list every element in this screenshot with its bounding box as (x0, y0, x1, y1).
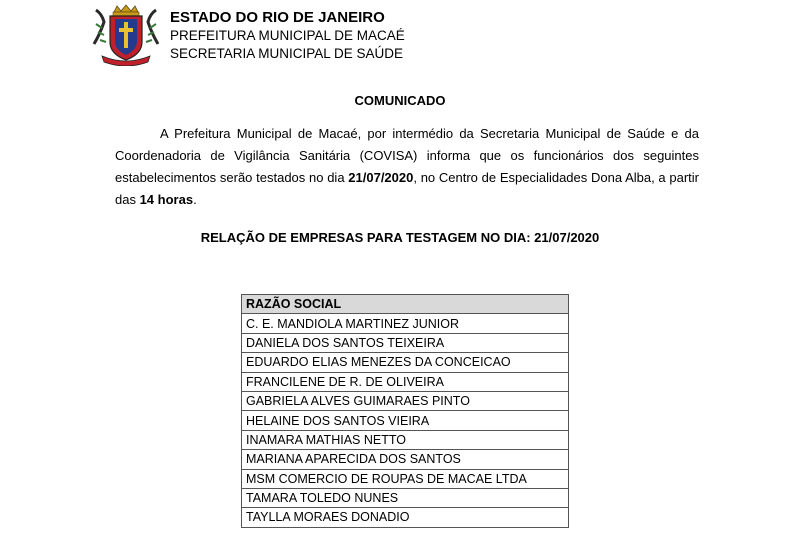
test-date: 21/07/2020 (348, 170, 414, 185)
company-name: FRANCILENE DE R. DE OLIVEIRA (242, 372, 569, 391)
company-name: TAYLLA MORAES DONADIO (242, 508, 569, 527)
company-name: C. E. MANDIOLA MARTINEZ JUNIOR (242, 314, 569, 333)
department-name: SECRETARIA MUNICIPAL DE SAÚDE (170, 46, 404, 61)
company-name: DANIELA DOS SANTOS TEIXEIRA (242, 333, 569, 352)
notice-text-3: . (193, 192, 197, 207)
companies-table (241, 294, 569, 528)
table-row (242, 391, 569, 410)
municipality-name: PREFEITURA MUNICIPAL DE MACAÉ (170, 28, 405, 43)
state-name: ESTADO DO RIO DE JANEIRO (170, 9, 385, 26)
company-name: HELAINE DOS SANTOS VIEIRA (242, 411, 569, 430)
company-name: EDUARDO ELIAS MENEZES DA CONCEICAO (242, 353, 569, 372)
company-name: TAMARA TOLEDO NUNES (242, 488, 569, 507)
notice-text-1: A Prefeitura Municipal de Macaé, por intermédio da Secretaria Municipal de Saúde e da Coordenadoria de Vigilância Sanitária (COVISA) informa que os funcionários dos seguintes estabelecimentos serão testados no dia (115, 126, 699, 185)
table-row (242, 508, 569, 527)
company-name: MSM COMERCIO DE ROUPAS DE MACAE LTDA (242, 469, 569, 488)
table-row (242, 430, 569, 449)
notice-title: COMUNICADO (354, 93, 446, 108)
table-row (242, 411, 569, 430)
notice-text-2: , no Centro de Especialidades Dona Alba, a partir das (115, 170, 700, 207)
company-name: GABRIELA ALVES GUIMARAES PINTO (242, 391, 569, 410)
coat-of-arms-icon (90, 4, 162, 66)
table-row (242, 333, 569, 352)
test-time: 14 horas (139, 192, 194, 207)
table-row (242, 469, 569, 488)
list-title: RELAÇÃO DE EMPRESAS PARA TESTAGEM NO DIA: 21/07/2020 (200, 230, 600, 245)
company-name: INAMARA MATHIAS NETTO (242, 430, 569, 449)
column-header-razao-social: RAZÃO SOCIAL (242, 295, 569, 314)
table-header-row (242, 295, 569, 314)
table-row (242, 353, 569, 372)
company-name: MARIANA APARECIDA DOS SANTOS (242, 450, 569, 469)
table-row (242, 488, 569, 507)
table-row (242, 314, 569, 333)
table-row (242, 372, 569, 391)
notice-paragraph (115, 123, 699, 211)
table-row (242, 450, 569, 469)
